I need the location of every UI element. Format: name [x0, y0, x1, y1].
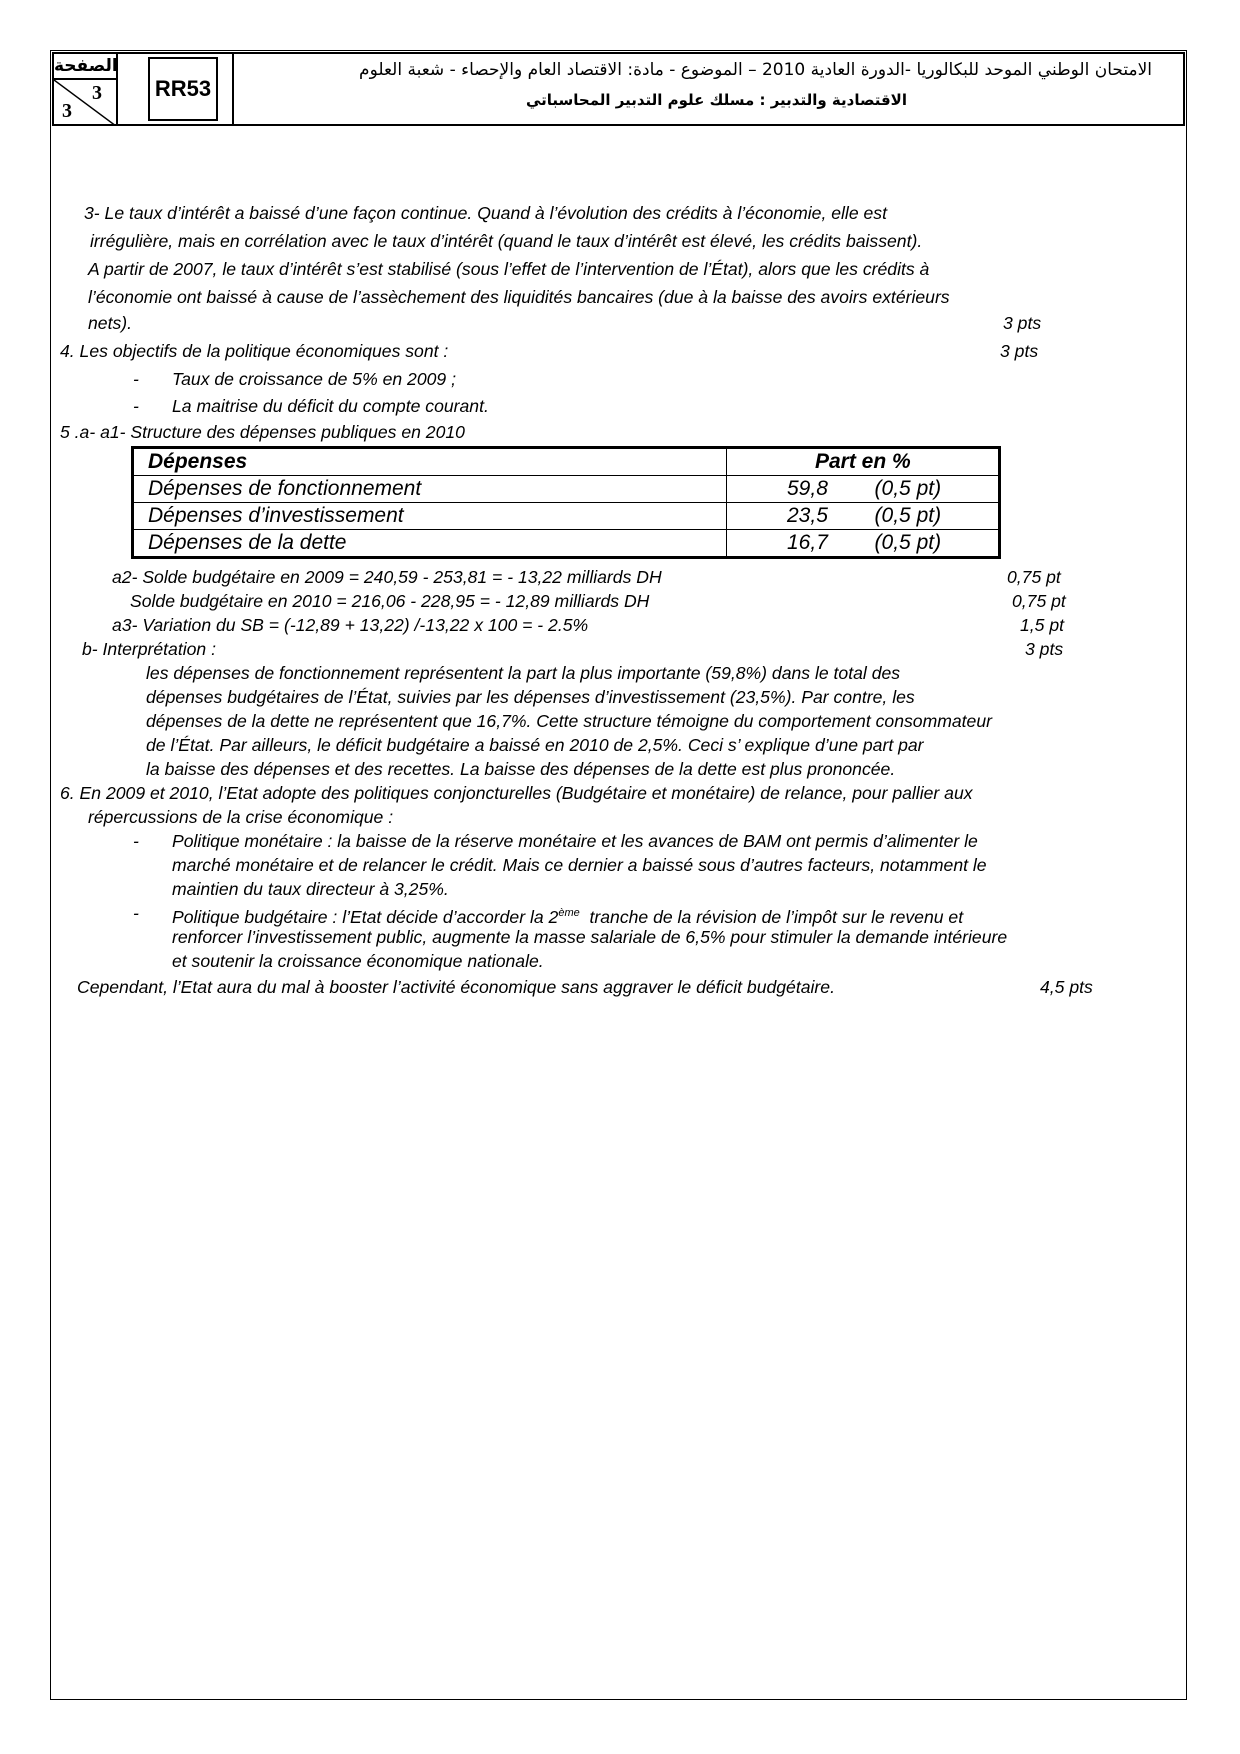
table-row — [133, 503, 1000, 530]
table-cell-label: Dépenses de fonctionnement — [133, 476, 727, 503]
subject-code: RR53 — [148, 57, 218, 121]
q6-budget-text-a: Politique budgétaire : l’Etat décide d’accorder la 2 — [172, 906, 559, 927]
page-label: الصفحة — [54, 56, 118, 76]
q4-item: La maitrise du déficit du compte courant. — [172, 396, 489, 416]
exam-header — [52, 52, 1185, 126]
bullet: - — [133, 831, 139, 851]
exam-title-line2: الاقتصادية والتدبير : مسلك علوم التدبير المحاسباتي — [525, 91, 907, 109]
a3-line: a3- Variation du SB = (-12,89 + 13,22) /-13,22 x 100 = - 2.5% — [112, 615, 589, 635]
q6-monetary-line: maintien du taux directeur à 3,25%. — [172, 879, 449, 899]
b-line: dépenses budgétaires de l’État, suivies par les dépenses d’investissement (23,5%). Par contre, les — [146, 687, 915, 707]
a2-line: a2- Solde budgétaire en 2009 = 240,59 - 253,81 = - 13,22 milliards DH — [112, 567, 662, 587]
page-total: 3 — [62, 100, 72, 122]
q3-line: 3- Le taux d’intérêt a baissé d’une façon continue. Quand à l’évolution des crédits à l’économie, elle est — [84, 203, 887, 223]
q5-heading: 5 .a- a1- Structure des dépenses publiques en 2010 — [60, 422, 465, 442]
b-line: de l’État. Par ailleurs, le déficit budgétaire a baissé en 2010 de 2,5%. Ceci s’ explique d’une part par — [146, 735, 924, 755]
exam-title-line1: الامتحان الوطني الموحد للبكالوريا -الدورة العادية 2010 – الموضوع - مادة: الاقتصاد العام والإحصاء - شعبة العلوم — [359, 60, 1152, 80]
q6-budget-line — [172, 902, 963, 928]
table-cell-value: 59,8 (0,5 pt) — [727, 476, 1000, 503]
bullet: - — [133, 903, 139, 923]
q3-points: 3 pts — [1003, 313, 1042, 333]
q6-budget-line: et soutenir la croissance économique nationale. — [172, 951, 544, 971]
expenses-table — [131, 446, 1001, 559]
page-number-box — [54, 54, 118, 124]
a2-points: 0,75 pt — [1012, 591, 1066, 611]
table-header-cell: Part en % — [727, 448, 1000, 476]
q6-budget-line: renforcer l’investissement public, augmente la masse salariale de 6,5% pour stimuler la demande intérieure — [172, 927, 1008, 947]
page-current: 3 — [92, 82, 102, 104]
table-cell-label: Dépenses de la dette — [133, 530, 727, 558]
superscript: ème — [558, 907, 580, 919]
bullet: - — [133, 369, 139, 389]
b-line: la baisse des dépenses et des recettes. La baisse des dépenses de la dette est plus prononcée. — [146, 759, 896, 779]
q3-line: irrégulière, mais en corrélation avec le taux d’intérêt (quand le taux d’intérêt est élevé, les crédits baissent). — [90, 231, 923, 251]
q6-points: 4,5 pts — [1040, 977, 1093, 997]
table-row — [133, 530, 1000, 558]
q6-line: 6. En 2009 et 2010, l’Etat adopte des politiques conjoncturelles (Budgétaire et monétaire) de relance, pour pallier aux — [60, 783, 973, 803]
q4-heading: 4. Les objectifs de la politique économiques sont : — [60, 341, 449, 361]
table-row — [133, 476, 1000, 503]
q3-line: nets). — [88, 313, 133, 333]
q6-line: répercussions de la crise économique : — [88, 807, 394, 827]
bullet: - — [133, 396, 139, 416]
q3-line: A partir de 2007, le taux d’intérêt s’est stabilisé (sous l’effet de l’intervention de l’État), alors que les crédits à — [88, 259, 930, 279]
b-line: les dépenses de fonctionnement représentent la part la plus importante (59,8%) dans le total des — [146, 663, 901, 683]
exam-title-box — [232, 54, 1187, 124]
b-line: dépenses de la dette ne représentent que 16,7%. Cette structure témoigne du comportement consommateur — [146, 711, 992, 731]
a3-points: 1,5 pt — [1020, 615, 1065, 635]
b-points: 3 pts — [1025, 639, 1064, 659]
q3-line: l’économie ont baissé à cause de l’assèchement des liquidités bancaires (due à la baisse des avoirs extérieurs — [88, 287, 950, 307]
a2-points: 0,75 pt — [1007, 567, 1061, 587]
table-cell-value: 16,7 (0,5 pt) — [727, 530, 1000, 558]
table-cell-value: 23,5 (0,5 pt) — [727, 503, 1000, 530]
table-header-cell: Dépenses — [133, 448, 727, 476]
q4-points: 3 pts — [1000, 341, 1039, 361]
page-fraction — [54, 78, 116, 126]
q6-conclusion: Cependant, l’Etat aura du mal à booster l’activité économique sans aggraver le déficit budgétaire. — [77, 977, 835, 997]
a2-line: Solde budgétaire en 2010 = 216,06 - 228,95 = - 12,89 milliards DH — [130, 591, 650, 611]
q6-budget-text-b: tranche de la révision de l’impôt sur le revenu et — [579, 906, 964, 927]
table-header-row — [133, 448, 1000, 476]
q4-item: Taux de croissance de 5% en 2009 ; — [172, 369, 456, 389]
table-cell-label: Dépenses d’investissement — [133, 503, 727, 530]
q6-monetary-line: Politique monétaire : la baisse de la réserve monétaire et les avances de BAM ont permis d’alimenter le — [172, 831, 978, 851]
q6-monetary-line: marché monétaire et de relancer le crédit. Mais ce dernier a baissé sous d’autres facteurs, notamment le — [172, 855, 987, 875]
b-heading: b- Interprétation : — [82, 639, 216, 659]
